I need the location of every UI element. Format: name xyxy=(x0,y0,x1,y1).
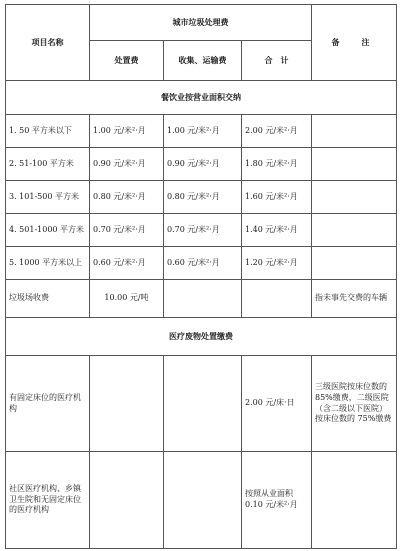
landfill-remark: 指未事先交费的车辆 xyxy=(312,280,397,318)
row-item: 5. 1000 平方米以上 xyxy=(6,247,90,280)
medical-remark xyxy=(312,452,397,549)
medical-collect xyxy=(164,452,242,549)
header-item-name: 项目名称 xyxy=(6,5,90,81)
landfill-total xyxy=(242,280,312,318)
table-row xyxy=(6,214,397,247)
medical-disposal xyxy=(90,356,164,452)
landfill-collect xyxy=(164,280,242,318)
fee-table xyxy=(5,4,397,549)
header-collect: 收集、运输费 xyxy=(164,41,242,81)
landfill-disposal: 10.00 元/吨 xyxy=(90,280,164,318)
section-row xyxy=(6,81,397,115)
row-collect: 0.70 元/米²·月 xyxy=(164,214,242,247)
row-item: 4. 501-1000 平方米 xyxy=(6,214,90,247)
header-disposal: 处置费 xyxy=(90,41,164,81)
table-row xyxy=(6,247,397,280)
medical-remark: 三级医院按床位数的 85%缴费，二级医院（含二级以下医院）按床位数的 75%缴费 xyxy=(312,356,397,452)
medical-item: 有固定床位的医疗机构 xyxy=(6,356,90,452)
row-total: 1.20 元/米²·月 xyxy=(242,247,312,280)
header-fee-group: 城市垃圾处理费 xyxy=(90,5,312,41)
row-remark xyxy=(312,148,397,181)
row-total: 1.60 元/米²·月 xyxy=(242,181,312,214)
row-remark xyxy=(312,214,397,247)
section-medical-title: 医疗废物处置缴费 xyxy=(6,318,397,356)
row-remark xyxy=(312,115,397,148)
table-row xyxy=(6,356,397,452)
medical-total: 按照从业面积 0.10 元/米²·月 xyxy=(242,452,312,549)
row-collect: 0.90 元/米²·月 xyxy=(164,148,242,181)
header-total: 合 计 xyxy=(242,41,312,81)
row-disposal: 1.00 元/米²·月 xyxy=(90,115,164,148)
landfill-item: 垃圾场收费 xyxy=(6,280,90,318)
row-remark xyxy=(312,247,397,280)
table-row xyxy=(6,148,397,181)
medical-disposal xyxy=(90,452,164,549)
row-item: 2. 51-100 平方米 xyxy=(6,148,90,181)
table-row xyxy=(6,452,397,549)
row-item: 3. 101-500 平方米 xyxy=(6,181,90,214)
table-row xyxy=(6,115,397,148)
row-total: 2.00 元/米²·月 xyxy=(242,115,312,148)
header-remark: 备 注 xyxy=(312,5,397,81)
landfill-row xyxy=(6,280,397,318)
medical-total: 2.00 元/床·日 xyxy=(242,356,312,452)
section-row xyxy=(6,318,397,356)
row-collect: 0.80 元/米²·月 xyxy=(164,181,242,214)
row-remark xyxy=(312,181,397,214)
row-disposal: 0.80 元/米²·月 xyxy=(90,181,164,214)
row-disposal: 0.90 元/米²·月 xyxy=(90,148,164,181)
header-row-1 xyxy=(6,5,397,41)
row-disposal: 0.60 元/米²·月 xyxy=(90,247,164,280)
table-row xyxy=(6,181,397,214)
row-total: 1.80 元/米²·月 xyxy=(242,148,312,181)
row-total: 1.40 元/米²·月 xyxy=(242,214,312,247)
section-catering-title: 餐饮业按营业面积交纳 xyxy=(6,81,397,115)
row-disposal: 0.70 元/米²·月 xyxy=(90,214,164,247)
medical-item: 社区医疗机构、乡镇卫生院和无固定床位的医疗机构 xyxy=(6,452,90,549)
row-item: 1. 50 平方米以下 xyxy=(6,115,90,148)
row-collect: 0.60 元/米²·月 xyxy=(164,247,242,280)
row-collect: 1.00 元/米²·月 xyxy=(164,115,242,148)
medical-collect xyxy=(164,356,242,452)
